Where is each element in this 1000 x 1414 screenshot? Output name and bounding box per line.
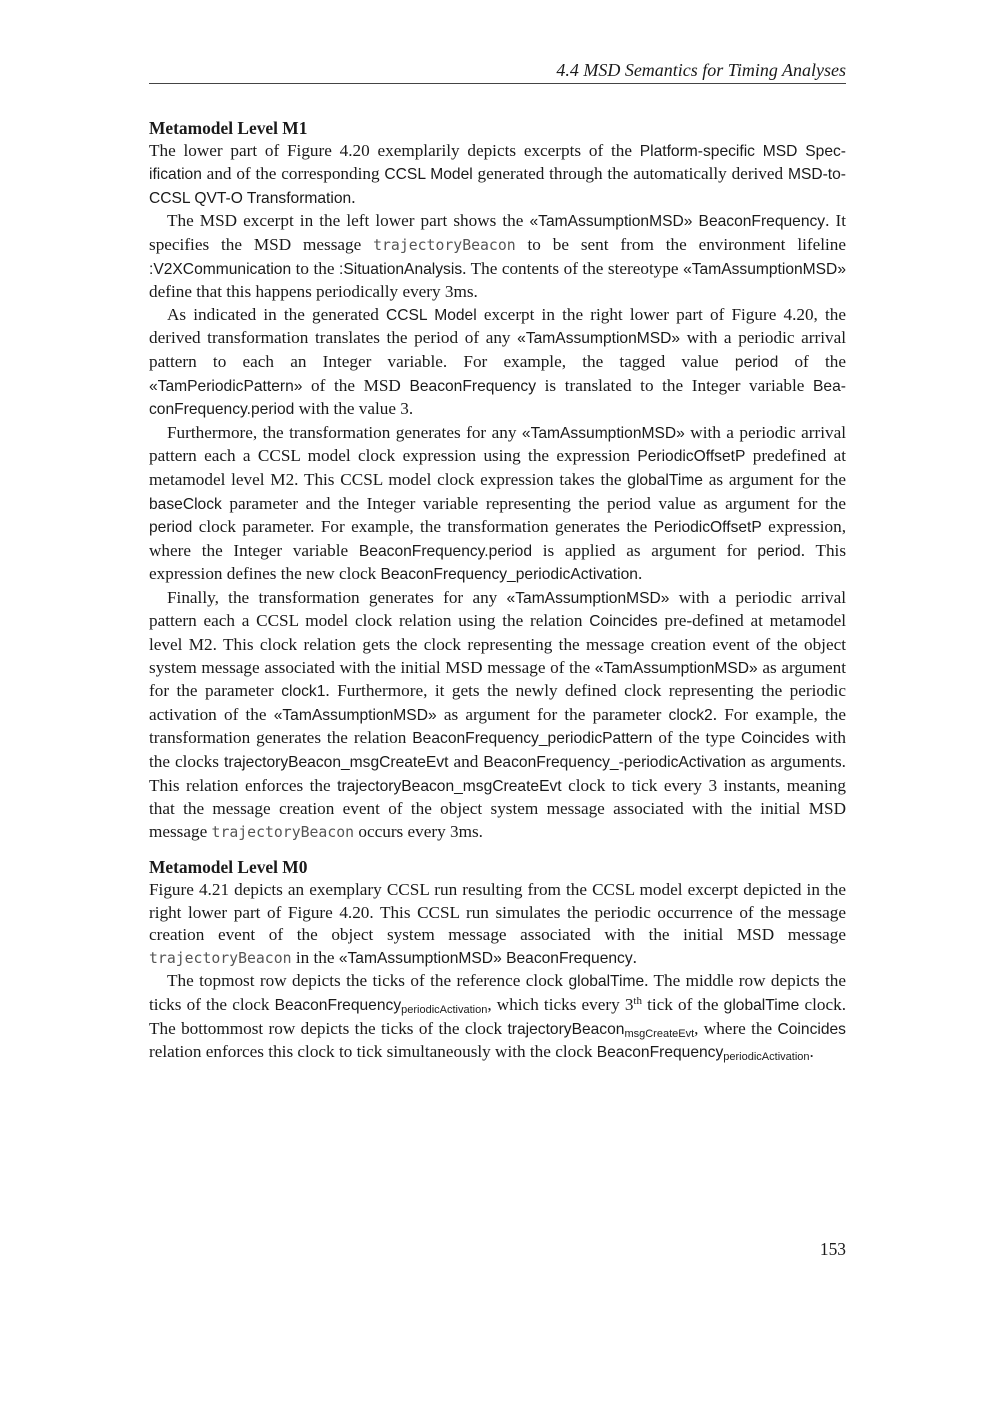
text-run: Figure 4.21 depicts an exemplary CCSL run resulting from the CCSL model excerpt depicted in the right lower part of Figure 4.20. This CCSL run simulates the periodic occurrence of the message creation event of the object system message associated with the initial MSD message bbox=[149, 880, 846, 945]
paragraph-m1-4 bbox=[149, 422, 846, 587]
term-beacon-frequency-periodic-activation: BeaconFrequency_periodicActivation bbox=[380, 566, 638, 584]
subscript-periodic-activation: periodicActivation bbox=[723, 1051, 810, 1064]
text-run: The MSD excerpt in the left lower part shows the bbox=[167, 211, 530, 231]
text-run: . The middle row depicts the ticks of the clock bbox=[149, 971, 846, 1014]
page-number: 153 bbox=[819, 1239, 846, 1259]
text-run: define that this happens periodically every 3ms. bbox=[149, 282, 478, 302]
paragraph-m0-2 bbox=[149, 970, 846, 1064]
section-heading-m1: Metamodel Level M1 bbox=[149, 118, 308, 138]
text-run: of the MSD bbox=[302, 375, 410, 395]
term-coincides: Coincides bbox=[741, 730, 810, 748]
text-run: . bbox=[637, 564, 643, 584]
text-run: with a periodic arrival pattern to each an Integer variable. For example, the tagged value bbox=[149, 328, 846, 371]
text-run: clock to tick every 3 instants, meaning that the message creation event of the object system message associated with the initial MSD message bbox=[149, 775, 846, 841]
subscript-msg-create-evt: msgCreateEvt bbox=[624, 1027, 695, 1040]
term-global-time: globalTime bbox=[723, 996, 800, 1014]
paragraph-m1-5 bbox=[149, 587, 846, 845]
text-run: , which ticks every 3 bbox=[487, 994, 634, 1014]
text-run: and bbox=[448, 752, 484, 772]
term-coincides: Coincides bbox=[777, 1020, 846, 1038]
term-beacon-frequency-periodic-pattern: BeaconFrequency_periodicPattern bbox=[412, 730, 653, 748]
text-run: . It specifies the MSD message bbox=[149, 211, 846, 254]
text-run: As indicated in the generated bbox=[167, 304, 386, 324]
text-run: of the type bbox=[652, 728, 742, 748]
header-rule bbox=[149, 83, 846, 84]
term-tam-periodic-pattern: «TamPeriodicPattern» bbox=[149, 377, 303, 395]
text-run: clock parameter. For example, the transformation generates the bbox=[192, 517, 654, 537]
text-run: in the bbox=[291, 947, 339, 967]
paragraph-m1-1 bbox=[149, 140, 846, 211]
text-run: is applied as argument for bbox=[532, 540, 758, 560]
text-run: as argument for the bbox=[702, 469, 847, 489]
text-run: clock. The bottommost row depicts the ticks of the clock bbox=[149, 994, 846, 1038]
text-run: as argument for the parameter bbox=[436, 704, 669, 724]
text-run: tick of the bbox=[641, 994, 724, 1014]
code-trajectory-beacon: trajectoryBeacon bbox=[149, 949, 292, 967]
text-run: . Furthermore, it gets the newly defined clock representing the periodic activation of the bbox=[149, 681, 846, 724]
code-trajectory-beacon: trajectoryBeacon bbox=[373, 236, 516, 254]
paragraph-m1-2 bbox=[149, 210, 846, 303]
text-run: . This expression defines the new clock bbox=[149, 540, 847, 584]
text-run: . The contents of the stereotype bbox=[462, 258, 684, 278]
text-run: is translated to the Integer variable bbox=[536, 375, 814, 395]
term-ccsl-model: CCSL Model bbox=[386, 306, 477, 324]
text-run: to the bbox=[291, 258, 340, 278]
subscript-periodic-activation: periodicActivation bbox=[401, 1003, 488, 1016]
text-run: parameter and the Integer variable representing the period value as argument for the bbox=[221, 493, 846, 513]
text-run: with the clocks bbox=[149, 728, 846, 772]
term-platform-specific-msd-specification: Platform-specific MSD Specification bbox=[149, 142, 846, 184]
text-run: expression, where the Integer variable bbox=[149, 517, 846, 560]
term-beacon-frequency-periodic-activation: BeaconFrequency_-periodicActivation bbox=[483, 754, 747, 772]
term-beacon-frequency-period: BeaconFrequency.period bbox=[149, 377, 846, 419]
text-run: The topmost row depicts the ticks of the reference clock bbox=[167, 971, 569, 991]
term-tam-assumption-msd: «TamAssumptionMSD» bbox=[594, 659, 758, 677]
text-run: generated through the automatically derived bbox=[472, 164, 788, 184]
term-beacon-frequency-period: BeaconFrequency.period bbox=[358, 542, 532, 560]
paragraph-m0-1 bbox=[149, 879, 846, 970]
term-beacon-frequency: BeaconFrequency bbox=[409, 377, 537, 395]
term-trajectory-beacon-msg-create-evt: trajectoryBeacon_msgCreateEvt bbox=[223, 754, 449, 772]
text-run: . bbox=[351, 187, 356, 207]
term-clock2: clock2 bbox=[668, 706, 713, 724]
term-periodic-offset-p: PeriodicOffsetP bbox=[653, 519, 762, 537]
text-run: . For example, the transformation generates the relation bbox=[149, 704, 847, 748]
term-tam-assumption-msd: «TamAssumptionMSD» bbox=[517, 330, 681, 348]
term-global-time: globalTime bbox=[627, 471, 703, 489]
term-base-clock: baseClock bbox=[149, 495, 222, 513]
term-ccsl-model: CCSL Model bbox=[384, 166, 473, 184]
text-run: with a periodic arrival pattern each a CCSL model clock relation using the relation bbox=[149, 587, 846, 631]
term-periodic-offset-p: PeriodicOffsetP bbox=[637, 448, 746, 466]
text-run: with the value 3. bbox=[294, 399, 414, 419]
term-period: period bbox=[149, 519, 193, 537]
term-trajectory-beacon: trajectoryBeacon bbox=[507, 1020, 625, 1038]
text-run: as argument for the parameter bbox=[149, 657, 846, 701]
text-run: Furthermore, the transformation generates for any bbox=[167, 422, 522, 442]
text-run: . bbox=[809, 1042, 814, 1062]
text-run: to be sent from the environment lifeline bbox=[515, 234, 847, 254]
term-period: period bbox=[757, 542, 801, 560]
body-text bbox=[149, 117, 846, 1065]
text-run: predefined at metamodel level M2. This CCSL model clock expression takes the bbox=[149, 446, 846, 489]
running-head: 4.4 MSD Semantics for Timing Analyses bbox=[556, 60, 846, 80]
term-situation-analysis: :SituationAnalysis bbox=[339, 260, 463, 278]
text-run: occurs every 3ms. bbox=[354, 821, 483, 841]
paragraph-m1-3 bbox=[149, 304, 846, 422]
term-tam-assumption-msd: «TamAssumptionMSD» bbox=[521, 424, 685, 442]
term-tam-assumption-msd: «TamAssumptionMSD» bbox=[506, 589, 670, 607]
text-run: excerpt in the right lower part of Figure 4.20, the derived transformation translates the period of any bbox=[149, 304, 846, 348]
term-coincides: Coincides bbox=[589, 613, 658, 631]
term-period: period bbox=[734, 353, 779, 371]
term-tam-assumption-msd: «TamAssumptionMSD» bbox=[273, 706, 437, 724]
term-beacon-frequency: BeaconFrequency bbox=[274, 996, 402, 1014]
text-run: . bbox=[632, 947, 637, 967]
term-trajectory-beacon-msg-create-evt: trajectoryBeacon_msgCreateEvt bbox=[337, 777, 562, 795]
text-run: with a periodic arrival pattern each a CCSL model clock expression using the expression bbox=[149, 422, 846, 466]
term-tam-assumption-msd: «TamAssumptionMSD» bbox=[683, 260, 846, 278]
term-beacon-frequency: BeaconFrequency bbox=[596, 1044, 724, 1062]
code-trajectory-beacon: trajectoryBeacon bbox=[211, 823, 355, 841]
text-run: of the bbox=[778, 351, 846, 371]
term-beacon-frequency-msd: «TamAssumptionMSD» BeaconFrequency bbox=[338, 949, 633, 967]
text-run: as arguments. This relation enforces the bbox=[149, 752, 846, 795]
term-v2x-communication: :V2XCommunication bbox=[149, 260, 292, 278]
text-run: The lower part of Figure 4.20 exemplarily depicts excerpts of the bbox=[149, 140, 640, 160]
text-run: pre-defined at metamodel level M2. This clock relation gets the clock representing the message creation event of the object system message associated with the initial MSD message of the bbox=[149, 611, 846, 677]
text-run: , where the bbox=[694, 1018, 778, 1038]
text-run: and of the corresponding bbox=[201, 164, 385, 184]
section-heading-m0: Metamodel Level M0 bbox=[149, 857, 308, 878]
term-beacon-frequency-msd: «TamAssumptionMSD» BeaconFrequency bbox=[529, 213, 826, 231]
text-run: relation enforces this clock to tick simultaneously with the clock bbox=[149, 1042, 597, 1062]
term-msd-to-ccsl-transformation: MSD-to-CCSL QVT-O Transformation bbox=[149, 166, 846, 207]
superscript-th: th bbox=[633, 994, 642, 1007]
text-run: Finally, the transformation generates for any bbox=[167, 587, 507, 607]
term-global-time: globalTime bbox=[568, 973, 645, 991]
term-clock1: clock1 bbox=[281, 683, 326, 701]
